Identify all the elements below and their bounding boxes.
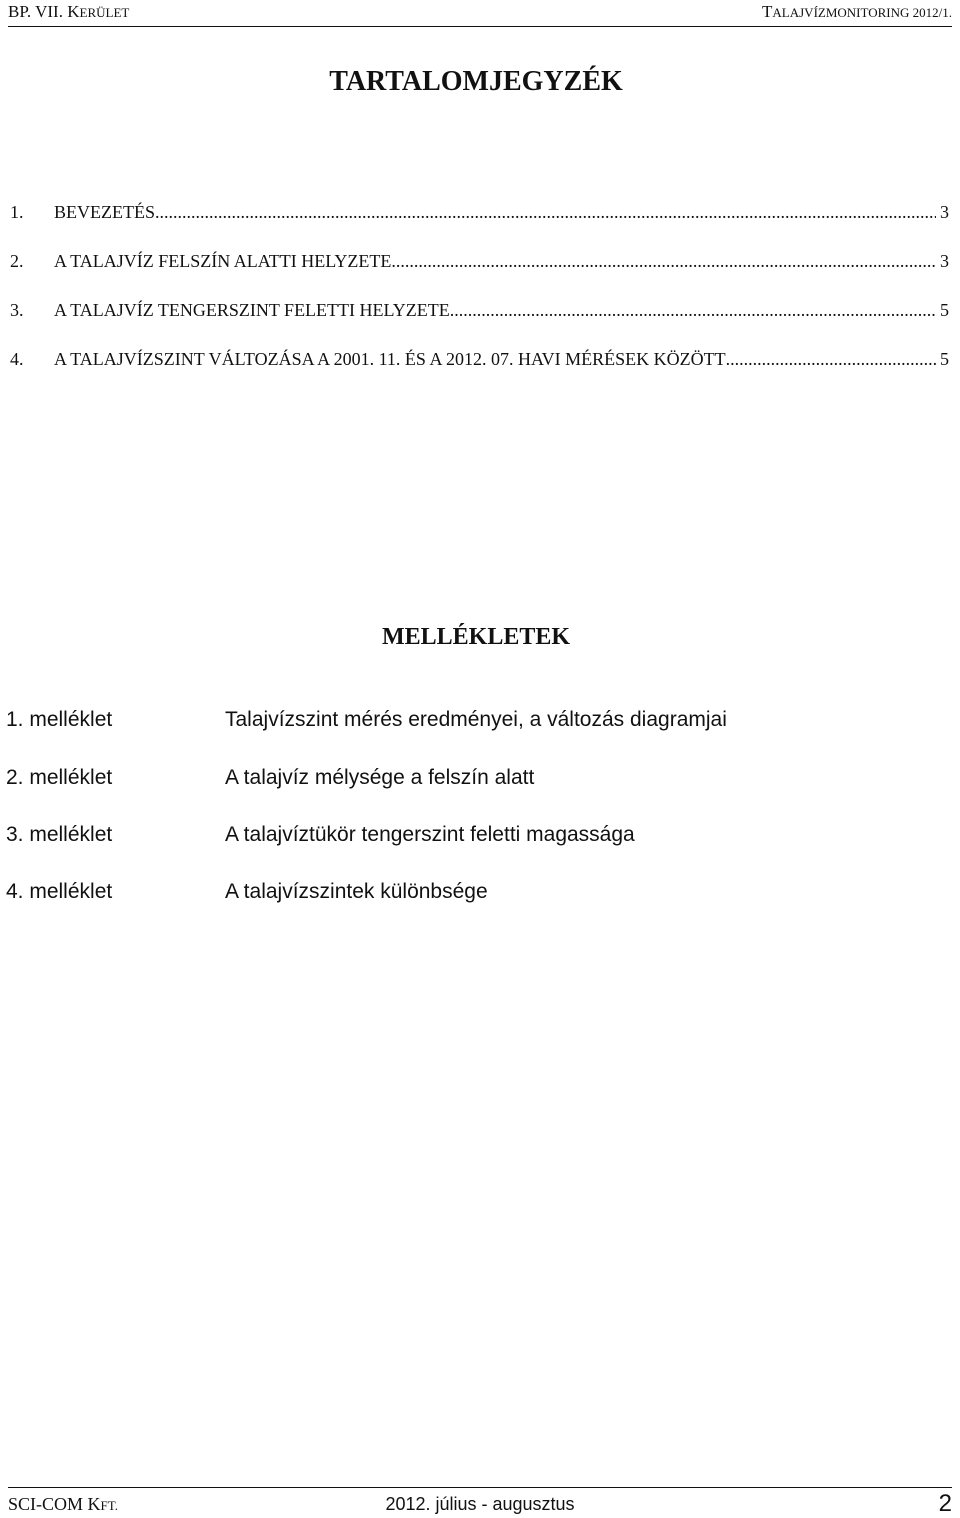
toc-entry[interactable] xyxy=(10,202,949,226)
header-report-title: TALAJVÍZMONITORING 2012/1. xyxy=(762,2,952,21)
header-district: BP. VII. KERÜLET xyxy=(8,2,130,21)
toc-entry-text: A TALAJVÍZ FELSZÍN ALATTI HELYZETE xyxy=(54,251,392,271)
toc-title: TARTALOMJEGYZÉK xyxy=(329,66,623,97)
toc-entry-page: 3 xyxy=(940,202,949,222)
page-footer xyxy=(8,1487,952,1517)
toc-dot-leader xyxy=(450,300,936,321)
toc-entry-number: 2. xyxy=(10,251,24,271)
toc-entry-number: 3. xyxy=(10,300,24,320)
toc-entry-number: 4. xyxy=(10,349,24,369)
appendix-label: 2. melléklet xyxy=(6,766,113,789)
footer-company: SCI-COM KFT. xyxy=(8,1494,118,1514)
appendix-label: 4. melléklet xyxy=(6,880,113,903)
toc-entry[interactable] xyxy=(10,300,949,324)
toc-entry-page: 3 xyxy=(940,251,949,271)
toc-entry-page: 5 xyxy=(940,349,949,369)
footer-date: 2012. július - augusztus xyxy=(385,1494,575,1514)
appendix-title: MELLÉKLETEK xyxy=(381,624,571,650)
appendix-description: A talajvíztükör tengerszint feletti magassága xyxy=(225,823,635,846)
appendix-label: 1. melléklet xyxy=(6,708,113,731)
toc-entry-page: 5 xyxy=(940,300,949,320)
page-number: 2 xyxy=(938,1490,952,1517)
toc-entry-text: A TALAJVÍZSZINT VÁLTOZÁSA A 2001. 11. ÉS A 2012. 07. HAVI MÉRÉSEK KÖZÖTT xyxy=(54,349,726,369)
toc-dot-leader xyxy=(726,349,936,370)
toc-entry[interactable] xyxy=(10,349,949,373)
toc-dot-leader xyxy=(391,251,936,272)
appendix-description: A talajvízszintek különbsége xyxy=(225,880,488,903)
appendix-description: A talajvíz mélysége a felszín alatt xyxy=(225,766,535,789)
toc-entry-text: A TALAJVÍZ TENGERSZINT FELETTI HELYZETE xyxy=(54,300,450,320)
page-header xyxy=(8,0,952,27)
appendix-label: 3. melléklet xyxy=(6,823,113,846)
toc-entry-text: BEVEZETÉS xyxy=(54,202,155,222)
toc-dot-leader xyxy=(155,202,936,223)
appendix-description: Talajvízszint mérés eredményei, a változás diagramjai xyxy=(225,708,727,731)
toc-entry[interactable] xyxy=(10,251,949,275)
toc-entry-number: 1. xyxy=(10,202,24,222)
